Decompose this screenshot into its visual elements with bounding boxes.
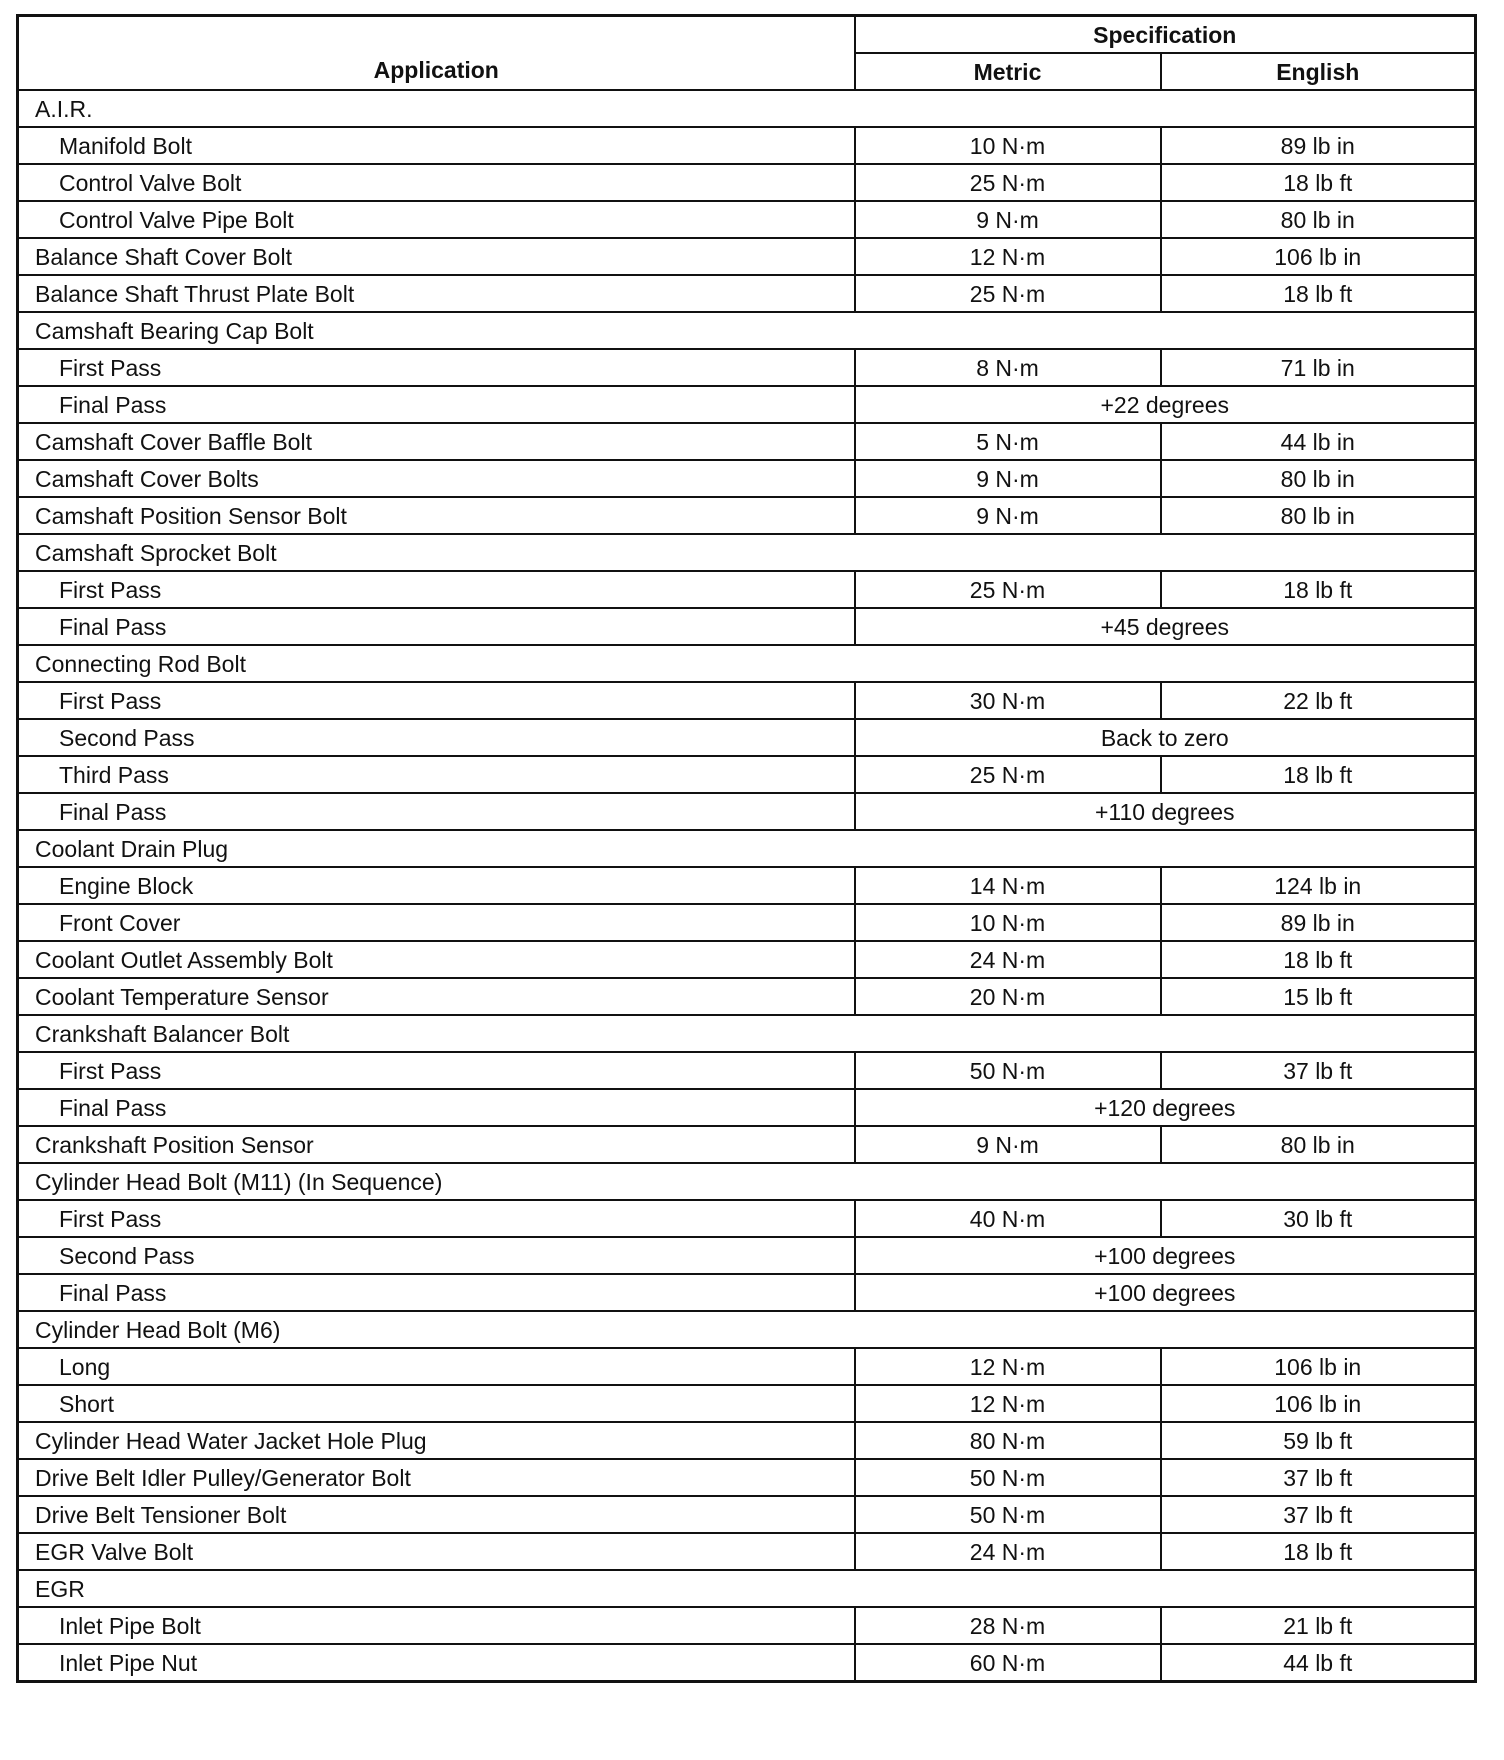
group-row [18, 1570, 1476, 1607]
metric-cell: 12 N·m [855, 1385, 1161, 1422]
table-row [18, 756, 1476, 793]
metric-cell: 12 N·m [855, 1348, 1161, 1385]
application-cell: First Pass [18, 1200, 855, 1237]
table-row [18, 1200, 1476, 1237]
table-row [18, 1496, 1476, 1533]
metric-cell: 9 N·m [855, 1126, 1161, 1163]
application-cell: A.I.R. [18, 90, 1476, 127]
merged-spec-cell: Back to zero [855, 719, 1476, 756]
table-row [18, 349, 1476, 386]
metric-cell: 10 N·m [855, 127, 1161, 164]
english-cell: 18 lb ft [1161, 941, 1476, 978]
table-row [18, 497, 1476, 534]
application-cell: Coolant Drain Plug [18, 830, 1476, 867]
table-row [18, 978, 1476, 1015]
group-row [18, 645, 1476, 682]
english-cell: 37 lb ft [1161, 1496, 1476, 1533]
metric-cell: 20 N·m [855, 978, 1161, 1015]
application-cell: Long [18, 1348, 855, 1385]
english-cell: 80 lb in [1161, 201, 1476, 238]
metric-cell: 50 N·m [855, 1052, 1161, 1089]
group-row [18, 312, 1476, 349]
application-cell: Final Pass [18, 1274, 855, 1311]
application-cell: Inlet Pipe Nut [18, 1644, 855, 1682]
metric-cell: 10 N·m [855, 904, 1161, 941]
english-cell: 124 lb in [1161, 867, 1476, 904]
application-cell: Camshaft Bearing Cap Bolt [18, 312, 1476, 349]
application-cell: Drive Belt Idler Pulley/Generator Bolt [18, 1459, 855, 1496]
table-row [18, 1422, 1476, 1459]
application-cell: Final Pass [18, 1089, 855, 1126]
table-row [18, 719, 1476, 756]
metric-cell: 50 N·m [855, 1496, 1161, 1533]
english-cell: 18 lb ft [1161, 275, 1476, 312]
application-cell: Inlet Pipe Bolt [18, 1607, 855, 1644]
english-cell: 18 lb ft [1161, 1533, 1476, 1570]
application-cell: Crankshaft Position Sensor [18, 1126, 855, 1163]
metric-cell: 40 N·m [855, 1200, 1161, 1237]
application-cell: Control Valve Bolt [18, 164, 855, 201]
english-cell: 89 lb in [1161, 127, 1476, 164]
table-row [18, 164, 1476, 201]
table-row [18, 423, 1476, 460]
merged-spec-cell: +45 degrees [855, 608, 1476, 645]
table-row [18, 127, 1476, 164]
application-cell: Camshaft Cover Baffle Bolt [18, 423, 855, 460]
merged-spec-cell: +100 degrees [855, 1237, 1476, 1274]
header-row-top [18, 16, 1476, 54]
table-row [18, 238, 1476, 275]
application-cell: EGR Valve Bolt [18, 1533, 855, 1570]
table-row [18, 386, 1476, 423]
english-cell: 18 lb ft [1161, 756, 1476, 793]
application-cell: Connecting Rod Bolt [18, 645, 1476, 682]
table-row [18, 571, 1476, 608]
table-row [18, 1644, 1476, 1682]
english-cell: 71 lb in [1161, 349, 1476, 386]
table-row [18, 608, 1476, 645]
english-header: English [1161, 53, 1476, 90]
application-cell: Manifold Bolt [18, 127, 855, 164]
english-cell: 22 lb ft [1161, 682, 1476, 719]
application-cell: First Pass [18, 349, 855, 386]
table-row [18, 1607, 1476, 1644]
english-cell: 106 lb in [1161, 1385, 1476, 1422]
metric-cell: 9 N·m [855, 201, 1161, 238]
table-row [18, 1459, 1476, 1496]
application-cell: Control Valve Pipe Bolt [18, 201, 855, 238]
table-row [18, 1089, 1476, 1126]
metric-cell: 25 N·m [855, 571, 1161, 608]
english-cell: 21 lb ft [1161, 1607, 1476, 1644]
group-row [18, 830, 1476, 867]
torque-spec-table [16, 14, 1477, 1683]
table-row [18, 460, 1476, 497]
table-row [18, 904, 1476, 941]
application-cell: Coolant Temperature Sensor [18, 978, 855, 1015]
table-row [18, 1274, 1476, 1311]
application-cell: Second Pass [18, 1237, 855, 1274]
merged-spec-cell: +110 degrees [855, 793, 1476, 830]
application-cell: Third Pass [18, 756, 855, 793]
table-row [18, 682, 1476, 719]
metric-cell: 25 N·m [855, 756, 1161, 793]
english-cell: 18 lb ft [1161, 571, 1476, 608]
metric-cell: 50 N·m [855, 1459, 1161, 1496]
metric-cell: 24 N·m [855, 941, 1161, 978]
application-cell: Balance Shaft Thrust Plate Bolt [18, 275, 855, 312]
application-cell: Crankshaft Balancer Bolt [18, 1015, 1476, 1052]
application-cell: First Pass [18, 1052, 855, 1089]
table-row [18, 1237, 1476, 1274]
table-row [18, 275, 1476, 312]
application-cell: Engine Block [18, 867, 855, 904]
table-row [18, 1385, 1476, 1422]
metric-cell: 12 N·m [855, 238, 1161, 275]
english-cell: 15 lb ft [1161, 978, 1476, 1015]
metric-cell: 5 N·m [855, 423, 1161, 460]
application-header: Application [18, 16, 855, 91]
application-cell: Drive Belt Tensioner Bolt [18, 1496, 855, 1533]
application-cell: EGR [18, 1570, 1476, 1607]
metric-cell: 60 N·m [855, 1644, 1161, 1682]
application-cell: Camshaft Position Sensor Bolt [18, 497, 855, 534]
application-cell: Coolant Outlet Assembly Bolt [18, 941, 855, 978]
english-cell: 80 lb in [1161, 1126, 1476, 1163]
specification-header: Specification [855, 16, 1476, 54]
merged-spec-cell: +100 degrees [855, 1274, 1476, 1311]
group-row [18, 1163, 1476, 1200]
english-cell: 80 lb in [1161, 497, 1476, 534]
metric-cell: 80 N·m [855, 1422, 1161, 1459]
table-row [18, 941, 1476, 978]
english-cell: 18 lb ft [1161, 164, 1476, 201]
application-cell: Cylinder Head Water Jacket Hole Plug [18, 1422, 855, 1459]
group-row [18, 534, 1476, 571]
application-cell: Final Pass [18, 386, 855, 423]
metric-cell: 9 N·m [855, 497, 1161, 534]
english-cell: 37 lb ft [1161, 1052, 1476, 1089]
english-cell: 89 lb in [1161, 904, 1476, 941]
application-cell: Camshaft Sprocket Bolt [18, 534, 1476, 571]
english-cell: 59 lb ft [1161, 1422, 1476, 1459]
application-cell: First Pass [18, 571, 855, 608]
table-row [18, 867, 1476, 904]
table-body [18, 90, 1476, 1682]
metric-cell: 14 N·m [855, 867, 1161, 904]
application-cell: Final Pass [18, 608, 855, 645]
metric-cell: 8 N·m [855, 349, 1161, 386]
metric-cell: 9 N·m [855, 460, 1161, 497]
application-cell: Cylinder Head Bolt (M6) [18, 1311, 1476, 1348]
english-cell: 44 lb ft [1161, 1644, 1476, 1682]
metric-header: Metric [855, 53, 1161, 90]
merged-spec-cell: +120 degrees [855, 1089, 1476, 1126]
application-cell: Camshaft Cover Bolts [18, 460, 855, 497]
metric-cell: 24 N·m [855, 1533, 1161, 1570]
metric-cell: 25 N·m [855, 164, 1161, 201]
application-cell: Short [18, 1385, 855, 1422]
english-cell: 106 lb in [1161, 238, 1476, 275]
english-cell: 37 lb ft [1161, 1459, 1476, 1496]
table-header [18, 16, 1476, 91]
application-cell: Second Pass [18, 719, 855, 756]
application-cell: Balance Shaft Cover Bolt [18, 238, 855, 275]
merged-spec-cell: +22 degrees [855, 386, 1476, 423]
application-cell: First Pass [18, 682, 855, 719]
english-cell: 30 lb ft [1161, 1200, 1476, 1237]
application-cell: Front Cover [18, 904, 855, 941]
english-cell: 80 lb in [1161, 460, 1476, 497]
table-row [18, 1052, 1476, 1089]
group-row [18, 1311, 1476, 1348]
application-cell: Cylinder Head Bolt (M11) (In Sequence) [18, 1163, 1476, 1200]
table-row [18, 201, 1476, 238]
application-cell: Final Pass [18, 793, 855, 830]
group-row [18, 90, 1476, 127]
table-row [18, 793, 1476, 830]
english-cell: 106 lb in [1161, 1348, 1476, 1385]
metric-cell: 30 N·m [855, 682, 1161, 719]
metric-cell: 25 N·m [855, 275, 1161, 312]
english-cell: 44 lb in [1161, 423, 1476, 460]
table-row [18, 1533, 1476, 1570]
group-row [18, 1015, 1476, 1052]
table-row [18, 1126, 1476, 1163]
metric-cell: 28 N·m [855, 1607, 1161, 1644]
table-row [18, 1348, 1476, 1385]
